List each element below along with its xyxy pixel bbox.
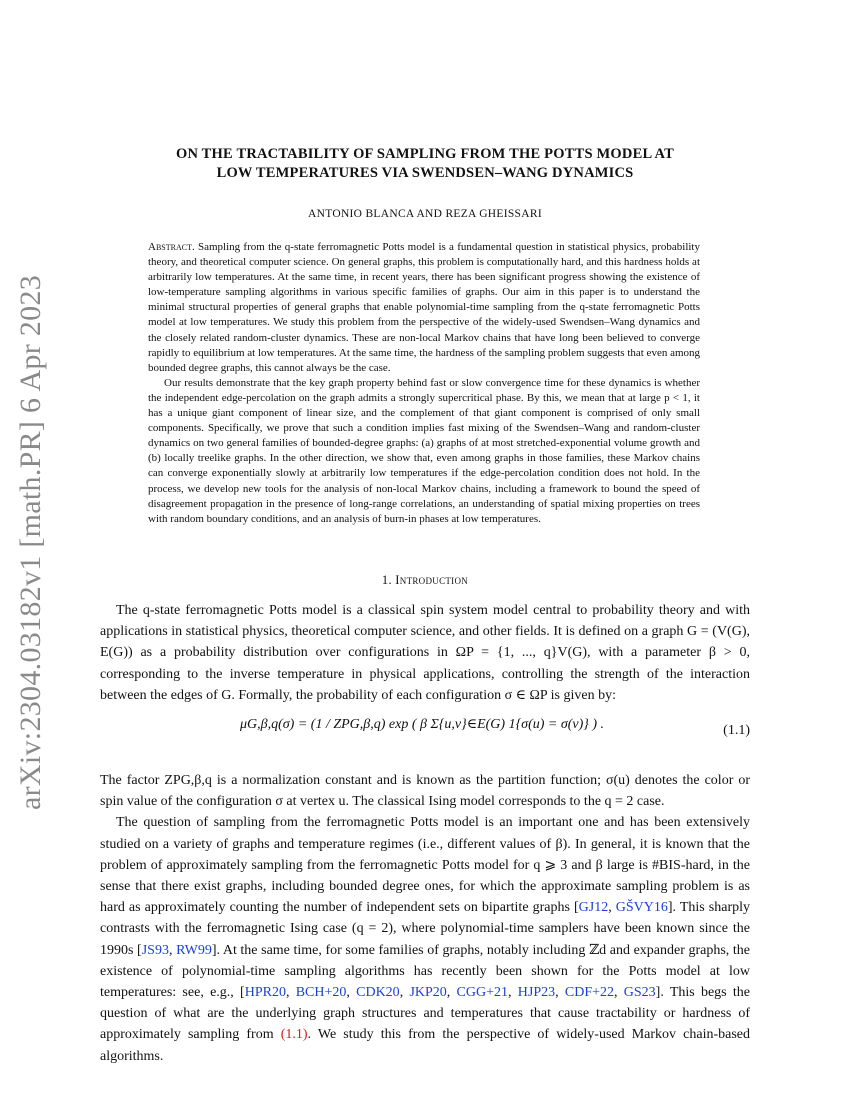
abstract — [148, 240, 700, 527]
citation-link[interactable]: CDF+22 — [564, 985, 615, 1001]
citation-link[interactable]: CDK20 — [356, 985, 400, 1001]
abstract-paragraph-2: Our results demonstrate that the key graph property behind fast or slow convergence time for these dynamics is whether the independent edge-percolation on the graph admits a strongly supercritical phase. By this, we mean that at large p < 1, it has a unique giant component of linear size, and the complement of that giant component is comprised of only small components. Specifically, we prove that such a condition implies fast mixing of the Swendsen–Wang and random-cluster dynamics on two general families of bounded-degree graphs: (a) graphs of at most stretched-exponential volume growth and (b) locally treelike graphs. In the other direction, we show that, even among graphs in those families, these Markov chains can converge exponentially slowly at arbitrarily low temperatures if the edge-percolation condition does not hold. In the process, we develop new tools for the analysis of non-local Markov chains, including a framework to bound the speed of disagreement propagation in the presence of long-range correlations, an understanding of spatial mixing properties on trees with random boundary conditions, and an analysis of burn-in phases at low temperatures. — [148, 376, 700, 525]
intro-paragraph-3: The question of sampling from the ferromagnetic Potts model is an important one and has been extensively studied on a variety of graphs and temperature regimes (i.e., different values of β). In general, it is known that the problem of approximately sampling from the ferromagnetic Potts model for q ⩾ 3 and β large is #BIS-hard, in the sense that there exist graphs, including bounded degree ones, for which the approximate sampling problem is as hard as approximately counting the number of independent sets on bipartite graphs [GJ12, GŠVY16]. This sharply contrasts with the ferromagnetic Ising case (q = 2), where polynomial-time samplers have been known since the 1990s [JS93, RW99]. At the same time, for some families of graphs, notably including ℤd and expander graphs, the existence of polynomial-time sampling algorithms has recently been shown for the Potts model at low temperatures: see, e.g., [HPR20, BCH+20, CDK20, JKP20, CGG+21, HJP23, CDF+22, GS23]. This begs the question of what are the underlying graph structures and temperatures that cause tractability or hardness of approximately sampling from (1.1). We study this from the perspective of widely-used Markov chain-based algorithms. — [100, 815, 751, 1064]
intro-paragraph-2: The factor ZPG,β,q is a normalization constant and is known as the partition function; σ(u) denotes the color or spin value of the configuration σ at vertex u. The classical Ising model corresponds to the q = 2 case. — [100, 773, 750, 810]
main-body — [100, 600, 750, 1067]
abstract-label: Abstract. — [148, 241, 195, 253]
equation: μG,β,q(σ) = (1 / ZPG,β,q) exp ( β Σ{u,v}∈E(G) 1{σ(u) = σ(v)} ) . — [240, 717, 605, 733]
citation-link[interactable]: BCH+20 — [295, 985, 347, 1001]
citation-link[interactable]: RW99 — [176, 942, 212, 958]
authors: ANTONIO BLANCA AND REZA GHEISSARI — [308, 208, 542, 220]
p3-text-b: ]. This sharply contrasts with the ferromagnetic Ising case (q = 2), where polynomial-time samplers have been known since the 1990s [ — [100, 900, 751, 958]
citation-link[interactable]: HPR20 — [244, 985, 286, 1001]
equation-number: (1.1) — [723, 723, 750, 739]
citation-link[interactable]: CGG+21 — [456, 985, 509, 1001]
citation-link[interactable]: JS93 — [141, 942, 169, 958]
equation-reference-link[interactable]: (1.1) — [280, 1027, 308, 1043]
equation-block — [100, 708, 750, 766]
citation-link[interactable]: JKP20 — [409, 985, 447, 1001]
paper-title — [100, 145, 750, 183]
section-heading: 1. Introduction — [381, 573, 469, 587]
p3-text-e: . We study this from the perspective of widely-used Markov chain-based algorithms. — [100, 1027, 750, 1064]
citation-link[interactable]: GŠVY16 — [615, 900, 668, 916]
p3-text-a: The question of sampling from the ferromagnetic Potts model is an important one and has been extensively studied on a variety of graphs and temperature regimes (i.e., different values of β). In general, it is known that the problem of approximately sampling from the ferromagnetic Potts model for q ⩾ 3 and β large is #BIS-hard, in the sense that there exist graphs, including bounded degree ones, for which the approximate sampling problem is as hard as approximately counting the number of independent sets on bipartite graphs [ — [100, 815, 750, 916]
intro-paragraph-1: The q-state ferromagnetic Potts model is a classical spin system model central to probability theory and with applications in statistical physics, theoretical computer science, and other fields. It is defined on a graph G = (V(G), E(G)) as a probability distribution over configurations in ΩP = {1, ..., q}V(G), with a parameter β > 0, corresponding to the inverse temperature in physical applications, controlling the strength of the interaction between the edges of G. Formally, the probability of each configuration σ ∈ ΩP is given by: — [100, 603, 750, 703]
citation-link[interactable]: GJ12 — [578, 900, 609, 916]
p3-text-c: ]. At the same time, for some families of graphs, notably including ℤd and expander graphs, the existence of polynomial-time sampling algorithms has recently been shown for the Potts model at low temperatures: see, e.g., [ — [100, 942, 750, 1001]
arxiv-stamp: arXiv:2304.03182v1 [math.PR] 6 Apr 2023 — [14, 274, 47, 810]
abstract-text-1: Sampling from the q-state ferromagnetic Potts model is a fundamental question in statistical physics, probability theory, and theoretical computer science. On general graphs, this problem is computationally hard, and this hardness holds at arbitrarily low temperatures. At the same time, in recent years, there has been significant progress showing the existence of low-temperature sampling algorithms in various specific families of graphs. Our aim in this paper is to understand the minimal structural properties of general graphs that enable polynomial-time sampling from the q-state ferromagnetic Potts model at low temperatures. We study this problem from the perspective of the widely-used Swendsen–Wang dynamics and the closely related random-cluster dynamics. These are non-local Markov chains that have long been believed to converge rapidly to equilibrium at low temperatures. At the same time, the hardness of the sampling problem suggests that even among bounded degree graphs, this cannot always be the case. — [148, 241, 701, 374]
title-line-2: LOW TEMPERATURES VIA SWENDSEN–WANG DYNAMICS — [216, 165, 634, 181]
citation-link[interactable]: HJP23 — [517, 985, 556, 1001]
title-line-1: ON THE TRACTABILITY OF SAMPLING FROM THE POTTS MODEL AT — [175, 146, 675, 162]
abstract-paragraph-1 — [148, 240, 700, 376]
p3-text-d: ]. This begs the question of what are the underlying graph structures and temperatures that cause tractability or hardness of approximately sampling from — [100, 985, 750, 1043]
citation-link[interactable]: GS23 — [623, 985, 656, 1001]
